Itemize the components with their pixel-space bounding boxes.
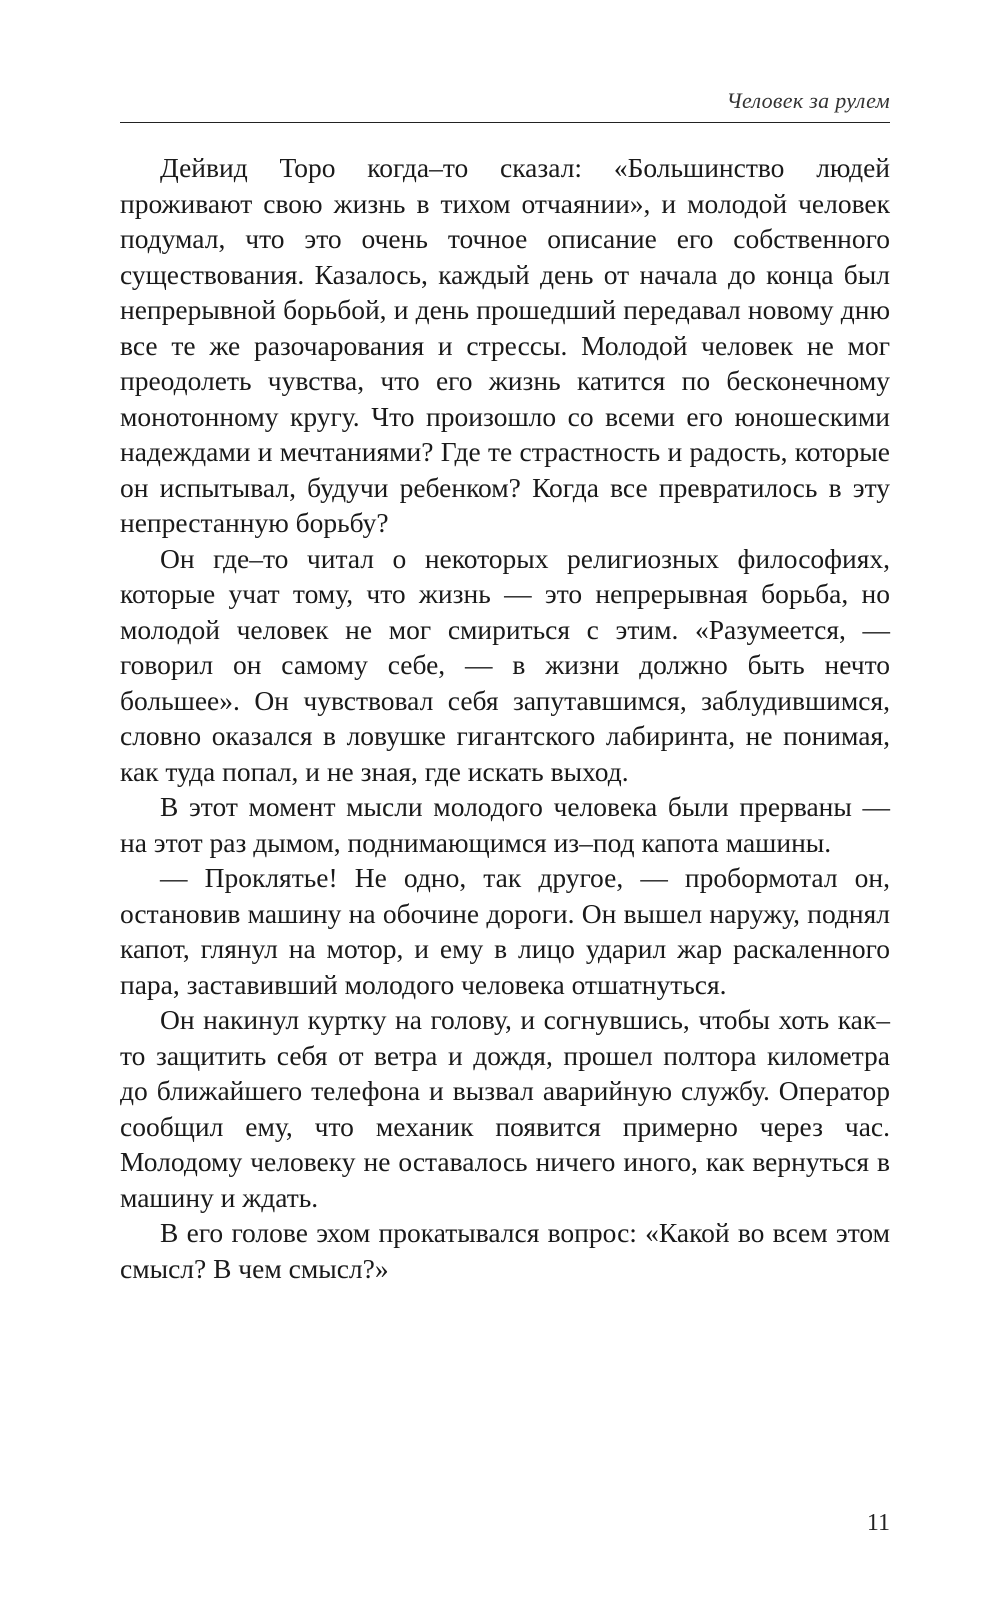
page-body: [120, 150, 890, 1286]
paragraph: Он накинул куртку на голову, и согнувшись, чтобы хоть как–то защитить себя от ветра и дождя, прошел полтора километра до ближайшего телефона и вызвал аварийную службу. Оператор сообщил ему, что механик появится примерно через час. Молодому человеку не оставалось ничего иного, как вернуться в машину и ждать.: [120, 1004, 890, 1213]
running-header: [120, 88, 890, 123]
paragraph: В его голове эхом прокатывался вопрос: «Какой во всем этом смысл? В чем смысл?»: [120, 1217, 890, 1284]
paragraph: В этот момент мысли молодого человека были прерваны — на этот раз дымом, поднимающимся из–под капота машины.: [120, 791, 890, 858]
running-title: Человек за рулем: [726, 88, 890, 113]
paragraph: Он где–то читал о некоторых религиозных философиях, которые учат тому, что жизнь — это непрерывная борьба, но молодой человек не мог смириться с этим. «Разумеется, — говорил он самому себе, — в жизни должно быть нечто большее». Он чувствовал себя запутавшимся, заблудившимся, словно оказался в ловушке гигантского лабиринта, не понимая, как туда попал, и не зная, где искать выход.: [120, 542, 890, 787]
paragraph: Дейвид Торо когда–то сказал: «Большинство людей проживают свою жизнь в тихом отчаянии», и молодой человек подумал, что это очень точное описание его собственного существования. Казалось, каждый день от начала до конца был непрерывной борьбой, и день прошедший передавал новому дню все те же разочарования и стрессы. Молодой человек не мог преодолеть чувства, что его жизнь катится по бесконечному монотонному кругу. Что произошло со всеми его юношескими надеждами и мечтаниями? Где те страстность и радость, которые он испытывал, будучи ребенком? Когда все превратилось в эту непрестанную борьбу?: [120, 152, 890, 538]
paragraph: — Проклятье! Не одно, так другое, — пробормотал он, остановив машину на обочине дороги. Он вышел наружу, поднял капот, глянул на мотор, и ему в лицо ударил жар раскаленного пара, заставивший молодого человека отшатнуться.: [120, 862, 890, 1000]
page-number: 11: [866, 1510, 890, 1536]
